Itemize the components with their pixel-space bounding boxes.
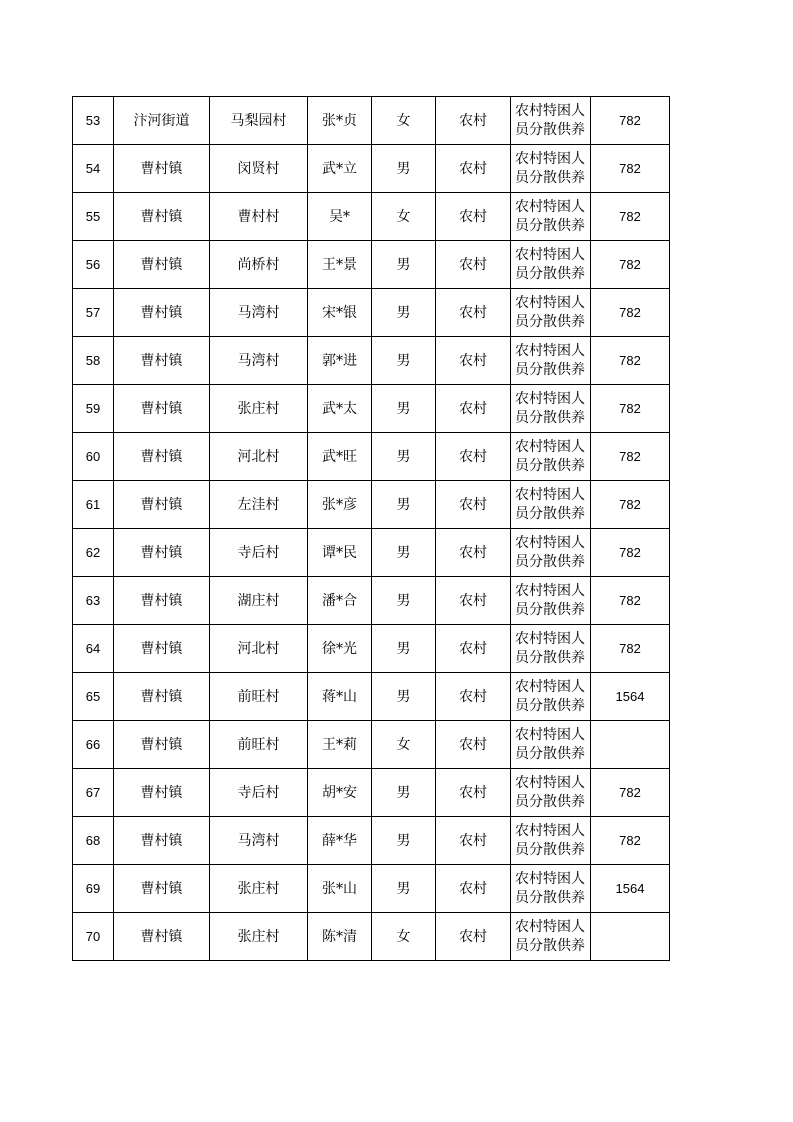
town-cell: 曹村镇 — [114, 529, 210, 577]
village-cell: 马湾村 — [210, 337, 308, 385]
town-cell: 曹村镇 — [114, 481, 210, 529]
name-cell: 武*旺 — [308, 433, 372, 481]
table-row — [73, 529, 670, 577]
category-line-1: 农村特困人 — [515, 678, 585, 695]
category-line-2: 员分散供养 — [515, 553, 585, 570]
category-cell — [511, 289, 591, 337]
category-line-1: 农村特困人 — [515, 198, 585, 215]
category-line-2: 员分散供养 — [515, 361, 585, 378]
category-cell — [511, 625, 591, 673]
row-number: 60 — [73, 433, 114, 481]
gender-cell: 女 — [372, 97, 436, 145]
gender-cell: 男 — [372, 145, 436, 193]
area-cell: 农村 — [436, 385, 511, 433]
category-line-2: 员分散供养 — [515, 697, 585, 714]
name-cell: 胡*安 — [308, 769, 372, 817]
village-cell: 马湾村 — [210, 817, 308, 865]
row-number: 56 — [73, 241, 114, 289]
gender-cell: 男 — [372, 769, 436, 817]
category-cell — [511, 721, 591, 769]
category-line-1: 农村特困人 — [515, 390, 585, 407]
gender-cell: 男 — [372, 529, 436, 577]
town-cell: 曹村镇 — [114, 193, 210, 241]
category-line-1: 农村特困人 — [515, 534, 585, 551]
category-cell — [511, 481, 591, 529]
area-cell: 农村 — [436, 481, 511, 529]
gender-cell: 男 — [372, 289, 436, 337]
town-cell: 曹村镇 — [114, 289, 210, 337]
amount-cell: 782 — [591, 193, 670, 241]
category-line-1: 农村特困人 — [515, 582, 585, 599]
area-cell: 农村 — [436, 337, 511, 385]
table-row — [73, 481, 670, 529]
category-line-1: 农村特困人 — [515, 342, 585, 359]
area-cell: 农村 — [436, 625, 511, 673]
category-line-2: 员分散供养 — [515, 217, 585, 234]
town-cell: 曹村镇 — [114, 721, 210, 769]
village-cell: 张庄村 — [210, 913, 308, 961]
row-number: 68 — [73, 817, 114, 865]
town-cell: 曹村镇 — [114, 817, 210, 865]
village-cell: 马梨园村 — [210, 97, 308, 145]
row-number: 58 — [73, 337, 114, 385]
name-cell: 陈*清 — [308, 913, 372, 961]
village-cell: 前旺村 — [210, 721, 308, 769]
name-cell: 武*太 — [308, 385, 372, 433]
category-cell — [511, 241, 591, 289]
table-row — [73, 433, 670, 481]
category-line-1: 农村特困人 — [515, 774, 585, 791]
town-cell: 曹村镇 — [114, 865, 210, 913]
gender-cell: 男 — [372, 337, 436, 385]
row-number: 61 — [73, 481, 114, 529]
amount-cell: 782 — [591, 529, 670, 577]
row-number: 57 — [73, 289, 114, 337]
village-cell: 前旺村 — [210, 673, 308, 721]
area-cell: 农村 — [436, 577, 511, 625]
amount-cell — [591, 721, 670, 769]
name-cell: 宋*银 — [308, 289, 372, 337]
category-line-2: 员分散供养 — [515, 265, 585, 282]
amount-cell: 782 — [591, 769, 670, 817]
amount-cell: 1564 — [591, 865, 670, 913]
village-cell: 张庄村 — [210, 865, 308, 913]
village-cell: 尚桥村 — [210, 241, 308, 289]
name-cell: 王*莉 — [308, 721, 372, 769]
town-cell: 曹村镇 — [114, 433, 210, 481]
village-cell: 寺后村 — [210, 529, 308, 577]
category-line-1: 农村特困人 — [515, 102, 585, 119]
town-cell: 曹村镇 — [114, 145, 210, 193]
category-line-1: 农村特困人 — [515, 630, 585, 647]
amount-cell: 782 — [591, 241, 670, 289]
category-line-2: 员分散供养 — [515, 457, 585, 474]
amount-cell: 782 — [591, 385, 670, 433]
gender-cell: 男 — [372, 625, 436, 673]
category-line-1: 农村特困人 — [515, 438, 585, 455]
table-row — [73, 97, 670, 145]
area-cell: 农村 — [436, 97, 511, 145]
table-row — [73, 673, 670, 721]
category-line-2: 员分散供养 — [515, 793, 585, 810]
town-cell: 曹村镇 — [114, 241, 210, 289]
area-cell: 农村 — [436, 769, 511, 817]
amount-cell: 782 — [591, 577, 670, 625]
row-number: 70 — [73, 913, 114, 961]
category-cell — [511, 529, 591, 577]
town-cell: 曹村镇 — [114, 673, 210, 721]
gender-cell: 男 — [372, 865, 436, 913]
name-cell: 谭*民 — [308, 529, 372, 577]
category-line-1: 农村特困人 — [515, 726, 585, 743]
name-cell: 王*景 — [308, 241, 372, 289]
table-row — [73, 817, 670, 865]
category-cell — [511, 193, 591, 241]
category-line-2: 员分散供养 — [515, 745, 585, 762]
area-cell: 农村 — [436, 289, 511, 337]
amount-cell: 782 — [591, 145, 670, 193]
name-cell: 薛*华 — [308, 817, 372, 865]
category-line-1: 农村特困人 — [515, 918, 585, 935]
recipient-table — [72, 96, 670, 961]
table-row — [73, 865, 670, 913]
name-cell: 张*山 — [308, 865, 372, 913]
row-number: 65 — [73, 673, 114, 721]
category-line-2: 员分散供养 — [515, 889, 585, 906]
village-cell: 马湾村 — [210, 289, 308, 337]
category-line-2: 员分散供养 — [515, 937, 585, 954]
table-row — [73, 145, 670, 193]
row-number: 59 — [73, 385, 114, 433]
gender-cell: 女 — [372, 193, 436, 241]
category-line-2: 员分散供养 — [515, 601, 585, 618]
category-line-2: 员分散供养 — [515, 409, 585, 426]
table-row — [73, 721, 670, 769]
name-cell: 郭*进 — [308, 337, 372, 385]
gender-cell: 男 — [372, 817, 436, 865]
village-cell: 闵贤村 — [210, 145, 308, 193]
town-cell: 曹村镇 — [114, 769, 210, 817]
table-row — [73, 769, 670, 817]
category-line-1: 农村特困人 — [515, 870, 585, 887]
category-line-1: 农村特困人 — [515, 246, 585, 263]
area-cell: 农村 — [436, 433, 511, 481]
amount-cell: 782 — [591, 433, 670, 481]
amount-cell: 1564 — [591, 673, 670, 721]
table-row — [73, 913, 670, 961]
gender-cell: 男 — [372, 673, 436, 721]
gender-cell: 女 — [372, 721, 436, 769]
table-row — [73, 289, 670, 337]
category-line-1: 农村特困人 — [515, 150, 585, 167]
name-cell: 张*彦 — [308, 481, 372, 529]
name-cell: 武*立 — [308, 145, 372, 193]
village-cell: 张庄村 — [210, 385, 308, 433]
name-cell: 吴* — [308, 193, 372, 241]
town-cell: 曹村镇 — [114, 577, 210, 625]
table-row — [73, 577, 670, 625]
row-number: 62 — [73, 529, 114, 577]
village-cell: 湖庄村 — [210, 577, 308, 625]
category-line-2: 员分散供养 — [515, 313, 585, 330]
gender-cell: 男 — [372, 241, 436, 289]
category-cell — [511, 673, 591, 721]
area-cell: 农村 — [436, 193, 511, 241]
village-cell: 左洼村 — [210, 481, 308, 529]
amount-cell: 782 — [591, 289, 670, 337]
gender-cell: 男 — [372, 385, 436, 433]
table-body — [73, 97, 670, 961]
name-cell: 潘*合 — [308, 577, 372, 625]
amount-cell: 782 — [591, 97, 670, 145]
table-row — [73, 193, 670, 241]
category-line-2: 员分散供养 — [515, 169, 585, 186]
amount-cell: 782 — [591, 337, 670, 385]
category-cell — [511, 433, 591, 481]
area-cell: 农村 — [436, 865, 511, 913]
town-cell: 曹村镇 — [114, 385, 210, 433]
amount-cell: 782 — [591, 481, 670, 529]
name-cell: 张*贞 — [308, 97, 372, 145]
row-number: 66 — [73, 721, 114, 769]
amount-cell: 782 — [591, 625, 670, 673]
village-cell: 曹村村 — [210, 193, 308, 241]
category-line-1: 农村特困人 — [515, 294, 585, 311]
category-cell — [511, 769, 591, 817]
table-row — [73, 337, 670, 385]
row-number: 67 — [73, 769, 114, 817]
table-row — [73, 625, 670, 673]
area-cell: 农村 — [436, 241, 511, 289]
gender-cell: 男 — [372, 433, 436, 481]
table-row — [73, 241, 670, 289]
table-row — [73, 385, 670, 433]
row-number: 55 — [73, 193, 114, 241]
village-cell: 寺后村 — [210, 769, 308, 817]
row-number: 69 — [73, 865, 114, 913]
name-cell: 徐*光 — [308, 625, 372, 673]
category-cell — [511, 385, 591, 433]
category-line-2: 员分散供养 — [515, 121, 585, 138]
category-cell — [511, 817, 591, 865]
town-cell: 曹村镇 — [114, 625, 210, 673]
category-cell — [511, 913, 591, 961]
category-line-2: 员分散供养 — [515, 841, 585, 858]
category-line-1: 农村特困人 — [515, 486, 585, 503]
row-number: 54 — [73, 145, 114, 193]
town-cell: 曹村镇 — [114, 337, 210, 385]
amount-cell — [591, 913, 670, 961]
town-cell: 汴河街道 — [114, 97, 210, 145]
category-line-2: 员分散供养 — [515, 505, 585, 522]
gender-cell: 男 — [372, 577, 436, 625]
gender-cell: 女 — [372, 913, 436, 961]
area-cell: 农村 — [436, 913, 511, 961]
gender-cell: 男 — [372, 481, 436, 529]
category-cell — [511, 337, 591, 385]
village-cell: 河北村 — [210, 625, 308, 673]
category-cell — [511, 97, 591, 145]
village-cell: 河北村 — [210, 433, 308, 481]
area-cell: 农村 — [436, 817, 511, 865]
category-cell — [511, 145, 591, 193]
row-number: 63 — [73, 577, 114, 625]
town-cell: 曹村镇 — [114, 913, 210, 961]
name-cell: 蒋*山 — [308, 673, 372, 721]
area-cell: 农村 — [436, 145, 511, 193]
category-line-2: 员分散供养 — [515, 649, 585, 666]
category-cell — [511, 577, 591, 625]
row-number: 53 — [73, 97, 114, 145]
row-number: 64 — [73, 625, 114, 673]
category-line-1: 农村特困人 — [515, 822, 585, 839]
category-cell — [511, 865, 591, 913]
area-cell: 农村 — [436, 721, 511, 769]
amount-cell: 782 — [591, 817, 670, 865]
area-cell: 农村 — [436, 673, 511, 721]
area-cell: 农村 — [436, 529, 511, 577]
